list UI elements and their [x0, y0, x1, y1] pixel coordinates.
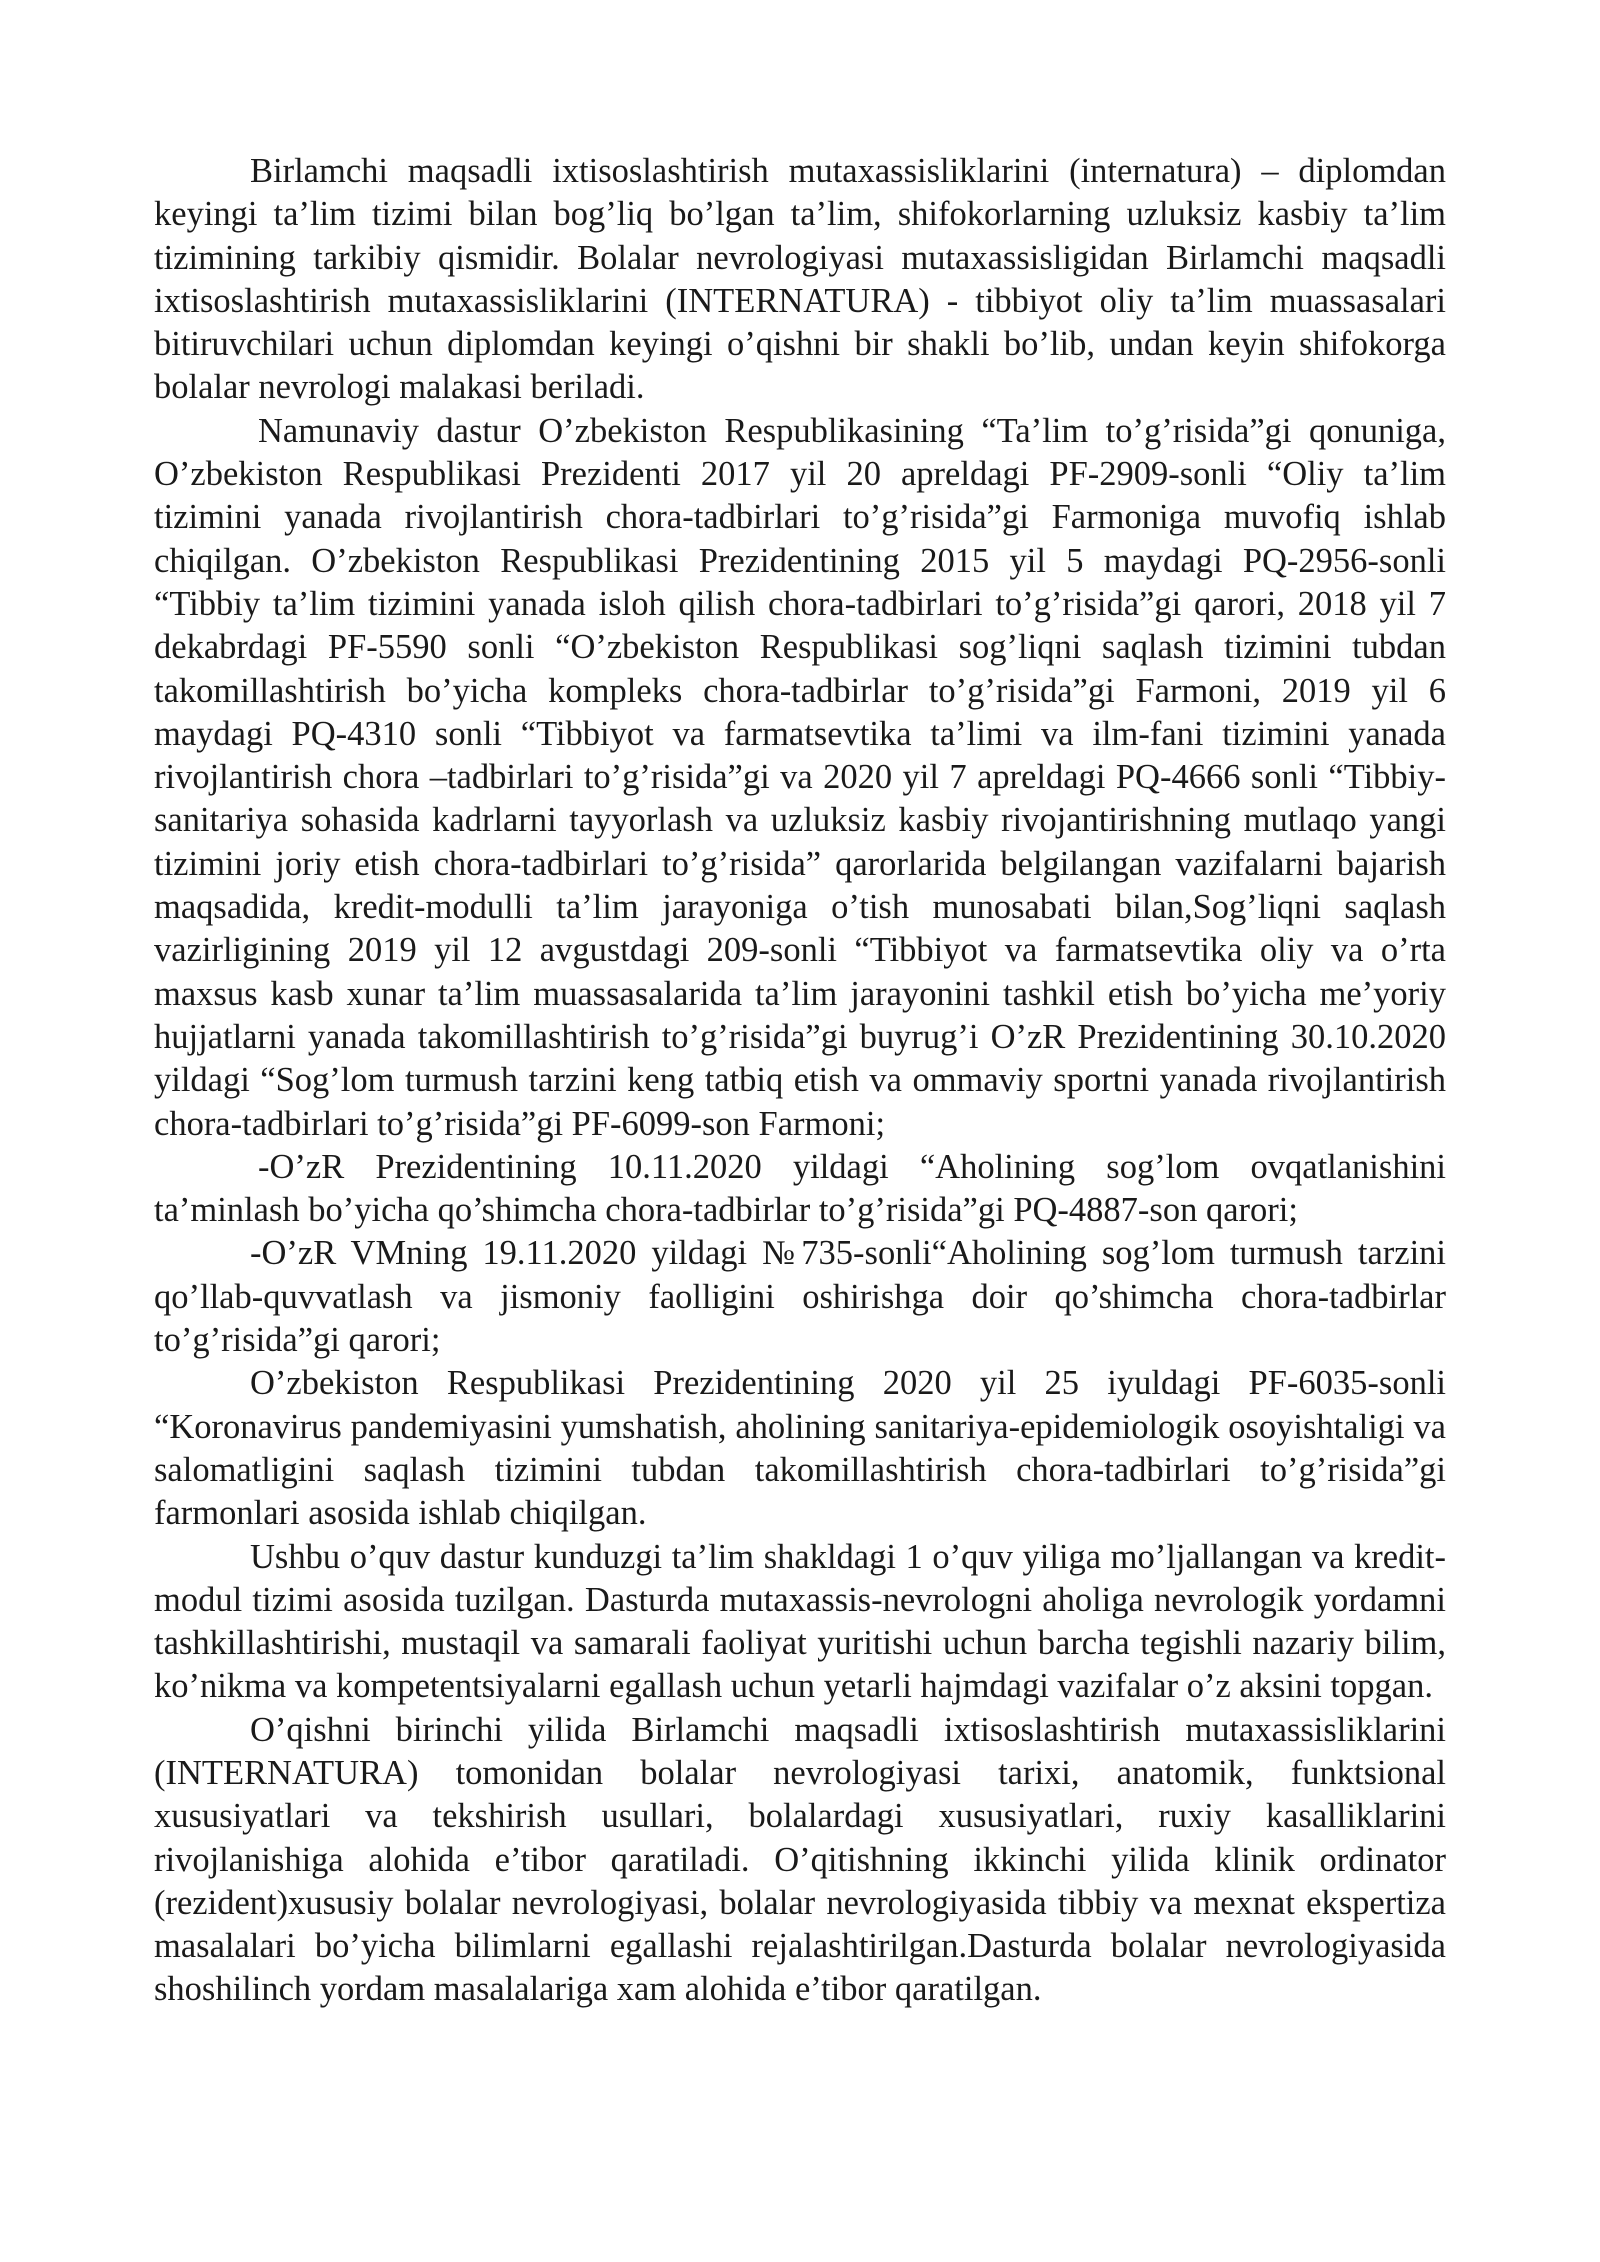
paragraph-pq-4887: -O’zR Prezidentining 10.11.2020 yildagi “Aholining sog’lom ovqatlanishini ta’minlash bo’yicha qo’shimcha chora-tadbirlar to’g’risida”gi PQ-4887-son qarori; [154, 1147, 1446, 1230]
paragraph-vm-735: -O’zR VMning 19.11.2020 yildagi №735-sonli“Aholining sog’lom turmush tarzini qo’llab-quvvatlash va jismoniy faolligini oshirishga doir qo’shimcha chora-tadbirlar to’g’risida”gi qarori; [154, 1234, 1446, 1360]
paragraph-pf-6035: O’zbekiston Respublikasi Prezidentining 2020 yil 25 iyuldagi PF-6035-sonli “Koronavirus pandemiyasini yumshatish, aholining sanitariya-epidemiologik osoyishtaligi va salomatligini saqlash tizimini tubdan takomillashtirish chora-tadbirlari to’g’risida”gi farmonlari asosida ishlab chiqilgan. [154, 1364, 1446, 1533]
document-page [154, 150, 1446, 2012]
paragraph-normative-basis: Namunaviy dastur O’zbekiston Respublikasining “Ta’lim to’g’risida”gi qonuniga, O’zbekiston Respublikasi Prezidenti 2017 yil 20 apreldagi PF-2909-sonli “Oliy ta’lim tizimini yanada rivojlantirish chora-tadbirlari to’g’risida”gi Farmoniga muvofiq ishlab chiqilgan. O’zbekiston Respublikasi Prezidentining 2015 yil 5 maydagi PQ-2956-sonli “Tibbiy ta’lim tizimini yanada isloh qilish chora-tadbirlari to’g’risida”gi qarori, 2018 yil 7 dekabrdagi PF-5590 sonli “O’zbekiston Respublikasi sog’liqni saqlash tizimini tubdan takomillashtirish bo’yicha kompleks chora-tadbirlar to’g’risida”gi Farmoni, 2019 yil 6 maydagi PQ-4310 sonli “Tibbiyot va farmatsevtika ta’limi va ilm-fani tizimini yanada rivojlantirish chora –tadbirlari to’g’risida”gi va 2020 yil 7 apreldagi PQ-4666 sonli “Tibbiy-sanitariya sohasida kadrlarni tayyorlash va uzluksiz kasbiy rivojantirishning mutlaqo yangi tizimini joriy etish chora-tadbirlari to’g’risida” qarorlarida belgilangan vazifalarni bajarish maqsadida, kredit-modulli ta’lim jarayoniga o’tish munosabati bilan,Sog’liqni saqlash vazirligining 2019 yil 12 avgustdagi 209-sonli “Tibbiyot va farmatsevtika oliy va o’rta maxsus kasb xunar ta’lim muassasalarida ta’lim jarayonini tashkil etish bo’yicha me’yoriy hujjatlarni yanada takomillashtirish to’g’risida”gi buyrug’i O’zR Prezidentining 30.10.2020 yildagi “Sog’lom turmush tarzini keng tatbiq etish va ommaviy sportni yanada rivojlantirish chora-tadbirlari to’g’risida”gi PF-6099-son Farmoni; [154, 411, 1446, 1143]
paragraph-study-years: O’qishni birinchi yilida Birlamchi maqsadli ixtisoslashtirish mutaxassisliklarini (INTERNATURA) tomonidan bolalar nevrologiyasi tarixi, anatomik, funktsional xususiyatlari va tekshirish usullari, bolalardagi xususiyatlari, ruxiy kasalliklarini rivojlanishiga alohida e’tibor qaratiladi. O’qitishning ikkinchi yilida klinik ordinator (rezident)xususiy bolalar nevrologiyasi, bolalar nevrologiyasida tibbiy va mexnat ekspertiza masalalari bo’yicha bilimlarni egallashi rejalashtirilgan.Dasturda bolalar nevrologiyasida shoshilinch yordam masalalariga xam alohida e’tibor qaratilgan. [154, 1710, 1446, 2009]
paragraph-internatura-definition: Birlamchi maqsadli ixtisoslashtirish mutaxassisliklarini (internatura) – diplomdan keyingi ta’lim tizimi bilan bog’liq bo’lgan ta’lim, shifokorlarning uzluksiz kasbiy ta’lim tizimining tarkibiy qismidir. Bolalar nevrologiyasi mutaxassisligidan Birlamchi maqsadli ixtisoslashtirish mutaxassisliklarini (INTERNATURA) - tibbiyot oliy ta’lim muassasalari bitiruvchilari uchun diplomdan keyingi o’qishni bir shakli bo’lib, undan keyin shifokorga bolalar nevrologi malakasi beriladi. [154, 152, 1446, 407]
paragraph-curriculum-scope: Ushbu o’quv dastur kunduzgi ta’lim shakldagi 1 o’quv yiliga mo’ljallangan va kredit-modul tizimi asosida tuzilgan. Dasturda mutaxassis-nevrologni aholiga nevrologik yordamni tashkillashtirishi, mustaqil va samarali faoliyat yuritishi uchun barcha tegishli nazariy bilim, ko’nikma va kompetentsiyalarni egallash uchun yetarli hajmdagi vazifalar o’z aksini topgan. [154, 1537, 1446, 1706]
